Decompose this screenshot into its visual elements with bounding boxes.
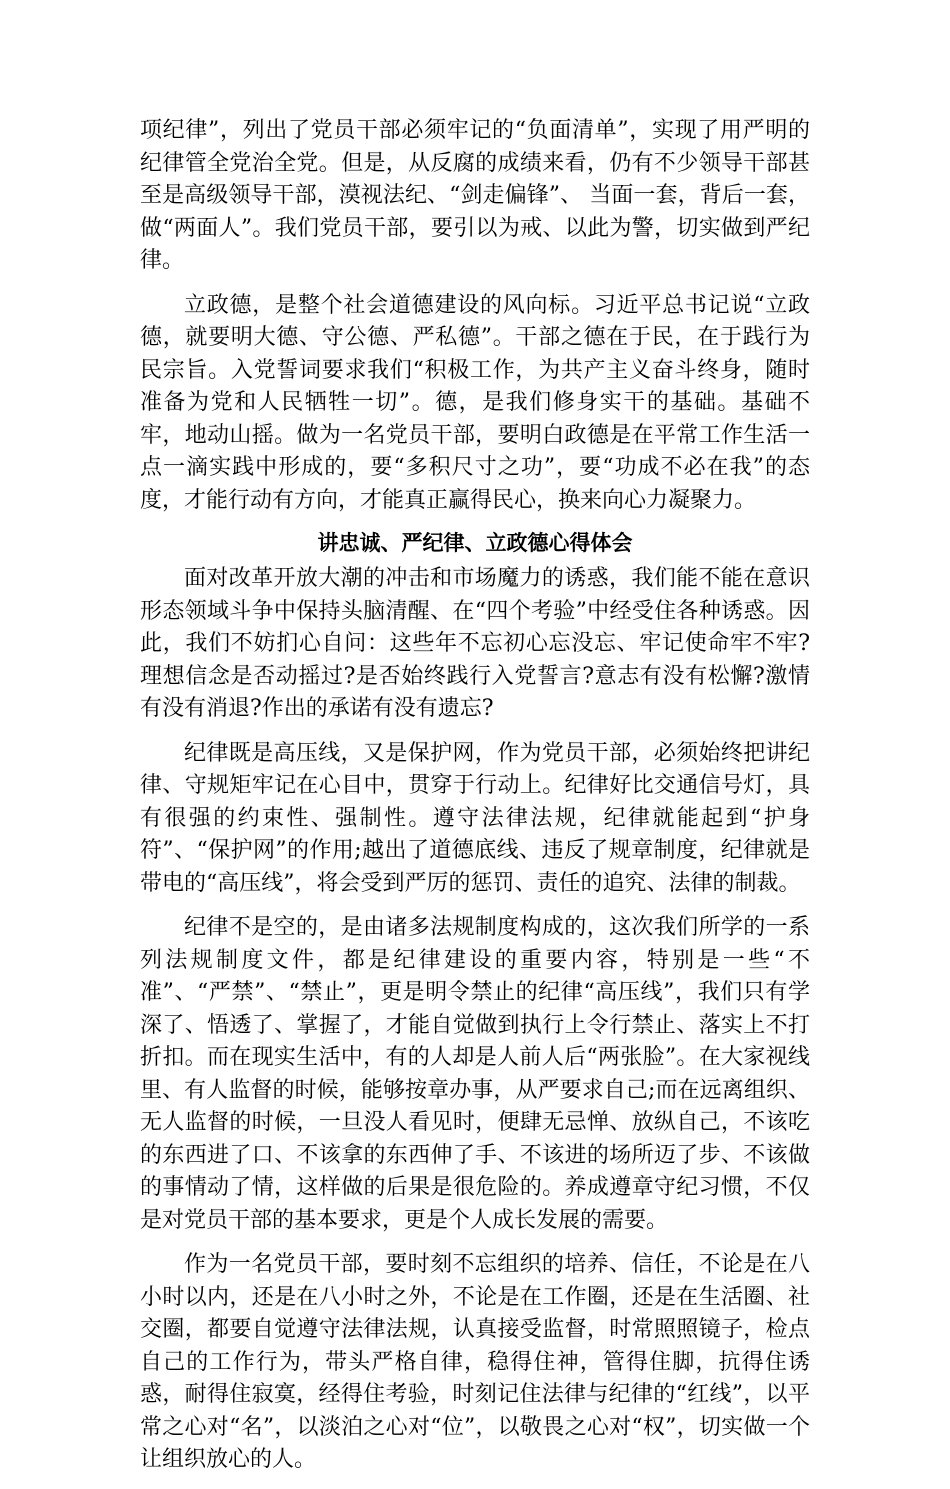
section-heading: 讲忠诚、严纪律、立政德心得体会 xyxy=(317,531,633,555)
paragraph-discipline-rules: 纪律不是空的，是由诸多法规制度构成的，这次我们所学的一系列法规制度文件，都是纪律建设的重要内容，特别是一些“不准”、“严禁”、“禁止”，更是明令禁止的纪律“高压线”，我们只有学深了、悟透了、掌握了，才能自觉做到执行上令行禁止、落实上不打折扣。而在现实生活中，有的人却是人前人后“两张脸”。在大家视线里、有人监督的时候，能够按章办事，从严要求自己;而在远离组织、无人监督的时候，一旦没人看见时，便肆无忌惮、放纵自己，不该吃的东西进了口、不该拿的东西伸了手、不该进的场所迈了步、不该做的事情动了情，这样做的后果是很危险的。养成遵章守纪习惯，不仅是对党员干部的基本要求，更是个人成长发展的需要。 xyxy=(140,915,810,1233)
paragraph-party-cadre: 作为一名党员干部，要时刻不忘组织的培养、信任，不论是在八小时以内，还是在八小时之外，不论是在工作圈，还是在生活圈、社交圈，都要自觉遵守法律法规，认真接受监督，时常照照镜子，检点自己的工作行为，带头严格自律，稳得住神，管得住脚，抗得住诱惑，耐得住寂寞，经得住考验，时刻记住法律与纪律的“红线”，以平常之心对“名”，以淡泊之心对“位”，以敬畏之心对“权”，切实做一个让组织放心的人。 xyxy=(140,1252,810,1472)
paragraph-continued: 项纪律”，列出了党员干部必须牢记的“负面清单”，实现了用严明的纪律管全党治全党。但是，从反腐的成绩来看，仍有不少领导干部甚至是高级领导干部，漠视法纪、“剑走偏锋”、 当面一套，背后一套，做“两面人”。我们党员干部，要引以为戒、以此为警，切实做到严纪律。 xyxy=(140,118,810,273)
paragraph-reform-temptation: 面对改革开放大潮的冲击和市场魔力的诱惑，我们能不能在意识形态领域斗争中保持头脑清醒、在“四个考验”中经受住各种诱惑。因此，我们不妨扪心自问：这些年不忘初心忘没忘、牢记使命牢不牢?理想信念是否动摇过?是否始终践行入党誓言?意志有没有松懈?激情有没有消退?作出的承诺有没有遗忘? xyxy=(140,566,810,721)
paragraph-political-virtue: 立政德，是整个社会道德建设的风向标。习近平总书记说“立政德，就要明大德、守公德、严私德”。干部之德在于民，在于践行为民宗旨。入党誓词要求我们“积极工作，为共产主义奋斗终身，随时准备为党和人民牺牲一切”。德，是我们修身实干的基础。基础不牢，地动山摇。做为一名党员干部，要明白政德是在平常工作生活一点一滴实践中形成的，要“多积尺寸之功”，要“功成不必在我”的态度，才能行动有方向，才能真正赢得民心，换来向心力凝聚力。 xyxy=(140,292,810,513)
paragraph-discipline-protection: 纪律既是高压线，又是保护网，作为党员干部，必须始终把讲纪律、守规矩牢记在心目中，贯穿于行动上。纪律好比交通信号灯，具有很强的约束性、强制性。遵守法律法规，纪律就能起到“护身符”、“保护网”的作用;越出了道德底线、违反了规章制度，纪律就是带电的“高压线”，将会受到严厉的惩罚、责任的追究、法律的制裁。 xyxy=(140,740,810,896)
document-body xyxy=(140,115,810,1489)
